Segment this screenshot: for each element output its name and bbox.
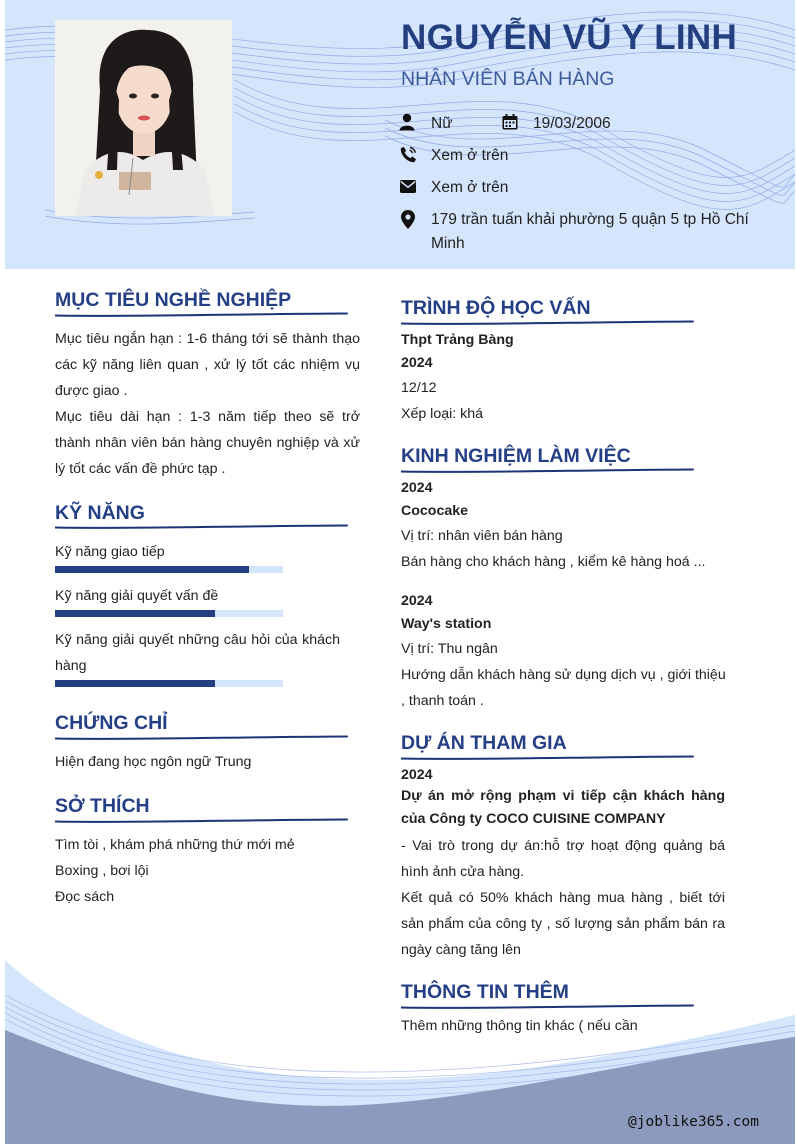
project-year: 2024 [401, 767, 433, 783]
job-2-company: Way's station [401, 616, 492, 632]
education-grade: 12/12 [401, 380, 437, 396]
extra-text: Thêm những thông tin khác ( nếu cần [401, 1018, 638, 1034]
job-2-desc: Hướng dẫn khách hàng sử dụng dịch vụ , giới thiệu , thanh toán . [401, 667, 726, 709]
skill-fill-1 [55, 566, 249, 573]
education-underline [401, 319, 696, 327]
project-role: - Vai trò trong dự án:hỗ trợ hoạt động quảng bá hình ảnh cửa hàng. [401, 838, 725, 880]
hobby-item-3: Đọc sách [55, 889, 115, 905]
skill-fill-2 [55, 610, 215, 617]
birthday-value: 19/03/2006 [533, 115, 611, 132]
education-year: 2024 [401, 355, 433, 371]
skills-title: KỸ NĂNG [55, 502, 145, 524]
hobbies-underline [55, 817, 350, 825]
watermark: @joblike365.com [628, 1114, 759, 1130]
objective-title: MỤC TIÊU NGHỀ NGHIỆP [55, 289, 292, 311]
person-icon [399, 113, 417, 131]
hobbies-title: SỞ THÍCH [55, 795, 150, 817]
certificates-underline [55, 734, 350, 742]
calendar-icon [502, 114, 520, 132]
skill-fill-3 [55, 680, 215, 687]
email-icon [400, 180, 418, 198]
skill-label-2: Kỹ năng giải quyết vấn đề [55, 588, 219, 604]
job-2-year: 2024 [401, 593, 433, 609]
extra-title: THÔNG TIN THÊM [401, 981, 569, 1003]
skill-bar-2 [55, 610, 283, 617]
extra-underline [401, 1003, 696, 1011]
profile-photo [55, 20, 232, 216]
hobby-item-2: Boxing , bơi lội [55, 863, 149, 879]
job-1-year: 2024 [401, 480, 433, 496]
job-1-role: Vị trí: nhân viên bán hàng [401, 528, 563, 544]
education-title: TRÌNH ĐỘ HỌC VẤN [401, 297, 591, 319]
education-rank: Xếp loại: khá [401, 406, 484, 422]
objective-long-term: Mục tiêu dài hạn : 1-3 năm tiếp theo sẽ trở thành nhân viên bán hàng chuyên nghiệp và xử lý tốt các vấn đề phức tạp . [55, 409, 360, 477]
phone-icon [400, 146, 418, 164]
gender-value: Nữ [431, 115, 453, 132]
skills-underline [55, 523, 350, 531]
job-1-company: Cococake [401, 503, 469, 519]
email-value: Xem ở trên [431, 179, 509, 196]
skill-label-3: Kỹ năng giải quyết những câu hỏi của khách hàng [55, 632, 340, 674]
certificates-title: CHỨNG CHỈ [55, 712, 168, 734]
hobby-item-1: Tìm tòi , khám phá những thứ mới mẻ [55, 837, 295, 853]
job-2-role: Vị trí: Thu ngân [401, 641, 498, 657]
portrait-illustration [55, 20, 232, 216]
skill-bar-1 [55, 566, 283, 573]
experience-underline [401, 467, 696, 475]
education-school: Thpt Trảng Bàng [401, 332, 514, 348]
projects-title: DỰ ÁN THAM GIA [401, 732, 567, 754]
project-result: Kết quả có 50% khách hàng mua hàng , biết tới sản phẩm của công ty , số lượng sản phẩm bán ra ngày càng tăng lên [401, 890, 725, 958]
phone-value: Xem ở trên [431, 147, 509, 164]
objective-short-term: Mục tiêu ngắn hạn : 1-6 tháng tới sẽ thành thạo các kỹ năng liên quan , xử lý tốt các nhiệm vụ được giao . [55, 331, 360, 399]
skill-bar-3 [55, 680, 283, 687]
candidate-name: NGUYỄN VŨ Y LINH [401, 18, 738, 57]
project-name: Dự án mở rộng phạm vi tiếp cận khách hàng của Công ty COCO CUISINE COMPANY [401, 788, 725, 827]
experience-title: KINH NGHIỆM LÀM VIỆC [401, 445, 631, 467]
certificates-text: Hiện đang học ngôn ngữ Trung [55, 754, 252, 770]
candidate-position: NHÂN VIÊN BÁN HÀNG [401, 68, 615, 90]
projects-underline [401, 754, 696, 762]
skill-label-1: Kỹ năng giao tiếp [55, 544, 165, 560]
address-value: 179 trần tuấn khải phường 5 quận 5 tp Hồ Chí Minh [431, 211, 749, 252]
job-1-desc: Bán hàng cho khách hàng , kiểm kê hàng hoá ... [401, 554, 706, 570]
location-pin-icon [401, 210, 419, 228]
objective-underline [55, 311, 350, 319]
